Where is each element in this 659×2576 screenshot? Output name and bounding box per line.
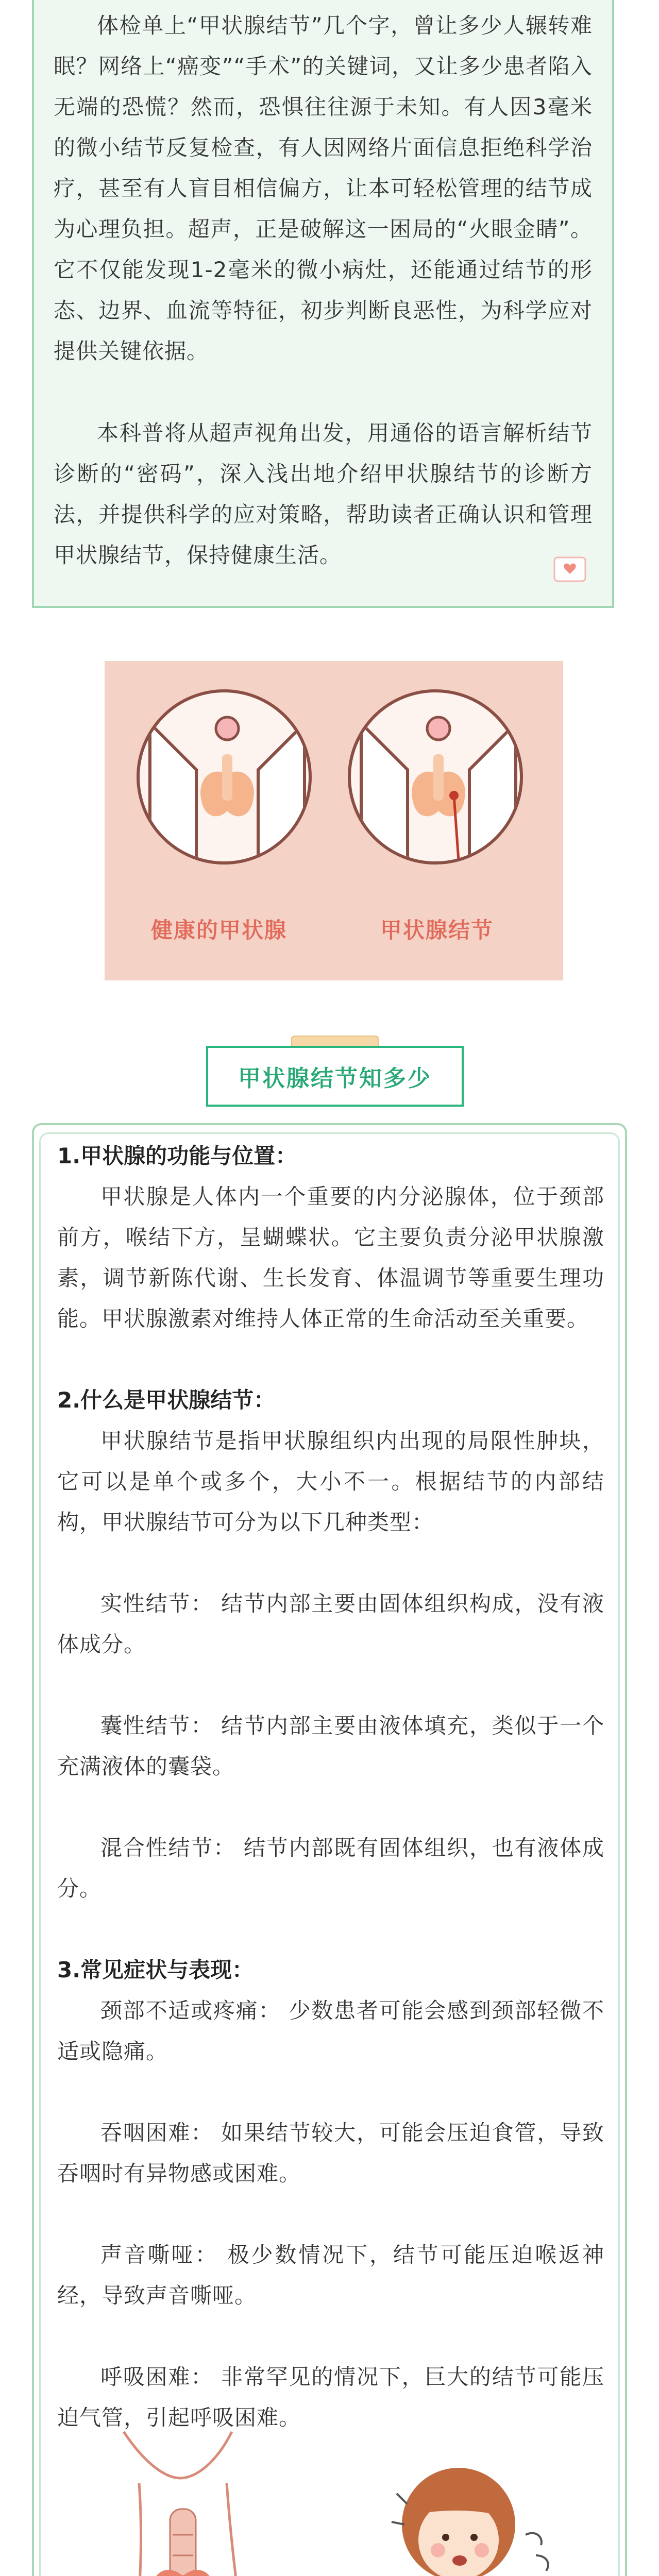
- healthy-thyroid-figure: [137, 689, 312, 865]
- section-1-text: 甲状腺是人体内一个重要的内分泌腺体，位于颈部前方，喉结下方，呈蝴蝶状。它主要负责分泌甲状腺激素，调节新陈代谢、生长发育、体温调节等重要生理功能。甲状腺激素对维持人体正常的生命活动至关重要。: [57, 1184, 604, 1331]
- section-1-heading: 1.甲状腺的功能与位置：: [57, 1143, 297, 1168]
- content-box: [32, 1123, 627, 2576]
- symptom-dysphagia: 吞咽困难： 如果结节较大，可能会压迫食管，导致吞咽时有异物感或困难。: [57, 2120, 604, 2186]
- section-3-heading: 3.常见症状与表现：: [57, 1957, 254, 1982]
- thyroid-comparison-illustration: [105, 661, 563, 980]
- nodule-thyroid-figure: [348, 689, 523, 865]
- section-title-box: [206, 1046, 464, 1107]
- intro-paragraph-2: 本科普将从超声视角出发，用通俗的语言解析结节诊断的“密码”，深入浅出地介绍甲状腺结节的诊断方法，并提供科学的应对策略，帮助读者正确认识和管理甲状腺结节，保持健康生活。: [54, 420, 593, 568]
- section-2-heading: 2.什么是甲状腺结节：: [57, 1387, 276, 1413]
- nodule-thyroid-icon: [351, 692, 523, 865]
- section-title: [206, 1036, 464, 1108]
- intro-paragraph-1: 体检单上“甲状腺结节”几个字，曾让多少人辗转难眠？网络上“癌变”“手术”的关键词，又让多少患者陷入无端的恐慌？然而，恐惧往往源于未知。有人因3毫米的微小结节反复检查，有人因网络片面信息拒绝科学治疗，甚至有人盲目相信偏方，让本可轻松管理的结节成为心理负担。超声，正是破解这一困局的“火眼金睛”。它不仅能发现1-2毫米的微小病灶，还能通过结节的形态、边界、血流等特征，初步判断良恶性，为科学应对提供关键依据。: [54, 13, 593, 364]
- symptom-hoarseness: 声音嘶哑： 极少数情况下，结节可能压迫喉返神经，导致声音嘶哑。: [57, 2242, 604, 2308]
- nodule-type-solid: 实性结节： 结节内部主要由固体组织构成，没有液体成分。: [57, 1591, 604, 1657]
- healthy-thyroid-caption: 健康的甲状腺: [151, 918, 288, 943]
- nodule-type-cystic: 囊性结节： 结节内部主要由液体填充，类似于一个充满液体的囊袋。: [57, 1713, 604, 1779]
- nodule-type-mixed: 混合性结节： 结节内部既有固体组织，也有液体成分。: [57, 1835, 604, 1901]
- section-title-text: 甲状腺结节知多少: [238, 1065, 432, 1092]
- neck-and-patient-icon: [62, 2421, 577, 2576]
- symptom-neck-discomfort: 颈部不适或疼痛： 少数患者可能会感到颈部轻微不适或隐痛。: [57, 1998, 604, 2064]
- healthy-thyroid-icon: [140, 692, 312, 865]
- section-2-text: 甲状腺结节是指甲状腺组织内出现的局限性肿块，它可以是单个或多个，大小不一。根据结节的内部结构，甲状腺结节可分为以下几种类型：: [57, 1428, 604, 1535]
- heart-card-icon: [552, 553, 588, 584]
- symptoms-illustration: [62, 2421, 577, 2576]
- nodule-thyroid-caption: 甲状腺结节: [380, 918, 494, 943]
- intro-box: [32, 0, 614, 608]
- symptom-dyspnea: 呼吸困难： 非常罕见的情况下，巨大的结节可能压迫气管，引起呼吸困难。: [57, 2364, 604, 2430]
